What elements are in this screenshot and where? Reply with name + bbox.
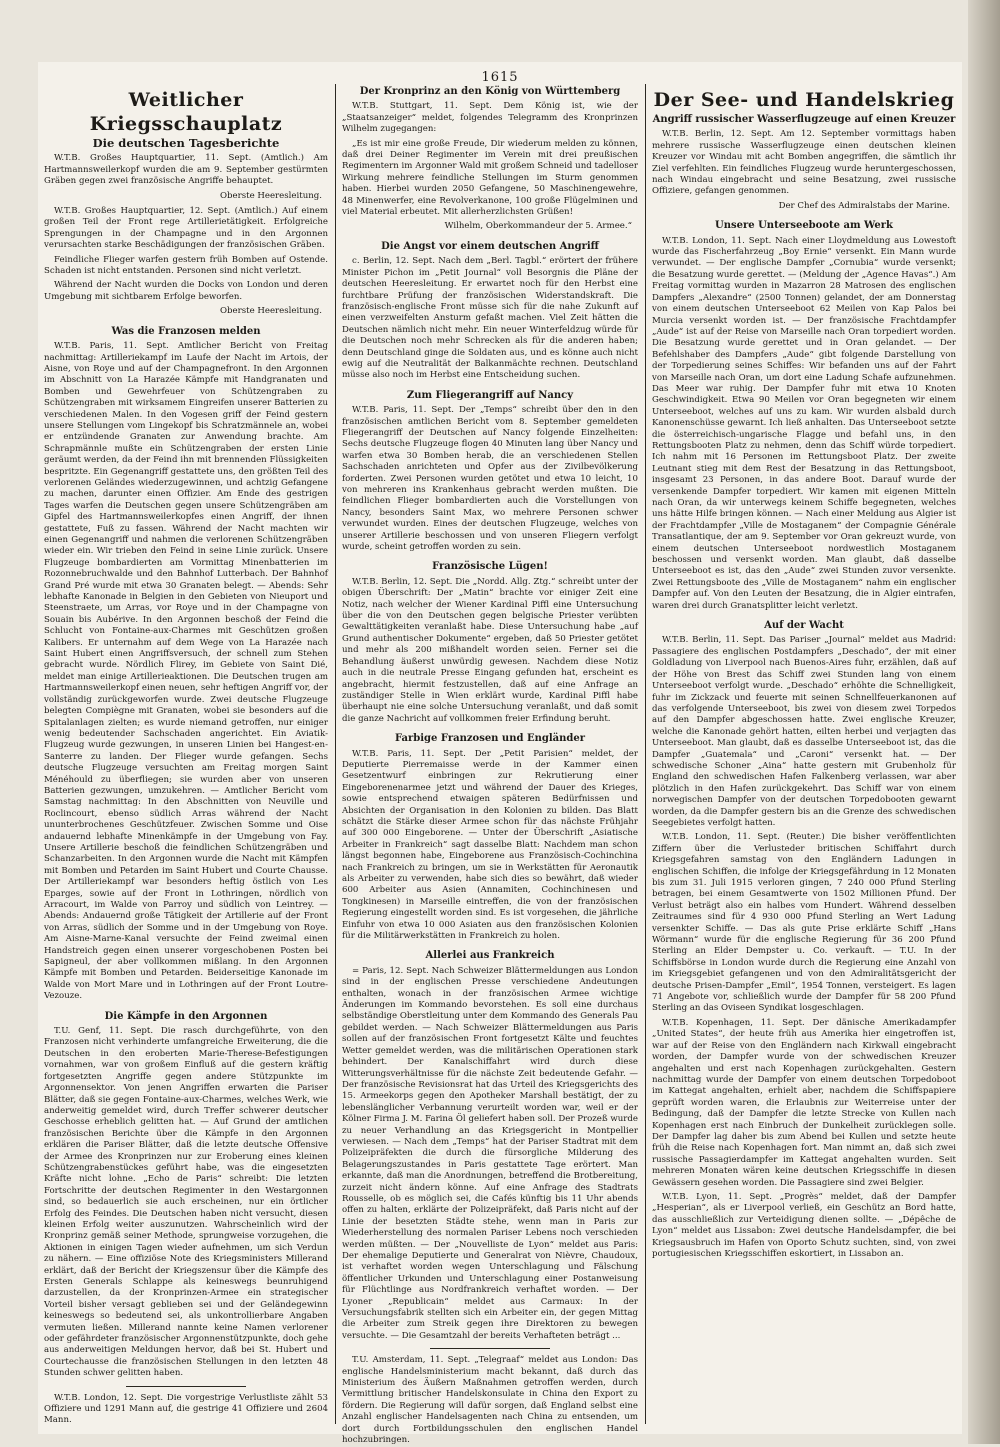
article-heading: Unsere Unterseeboote am Werk <box>714 220 893 232</box>
report-paragraph: W.T.B. Berlin, 12. Sept. Am 12. September vormittags haben mehrere russische Wasserflugzeuge einen deutschen kleinen Kreuzer vor Windau mit acht Bomben angegriffen, die sämtlich ihr Ziel verfehlten. Ein feindliches Flugzeug wurde heruntergeschossen, nach Windau eingebracht und seine Besatzung, zwei russische Offiziere, gefangen genommen. <box>652 129 956 197</box>
article-paragraph: c. Berlin, 12. Sept. Nach dem „Berl. Tagbl.“ erörtert der frühere Minister Pichon im „Petit Journal“ voll Besorgnis die Pläne der deutschen Heeresleitung. Er erwartet noch für den Herbst eine furchtbare Prüfung der französischen Widerstandskraft. Die französisch-englische Front müsse sich für die nahe Zukunft auf einen verzweifelten Ansturm gefaßt machen. Viel Zeit hätten die Deutschen nämlich nicht mehr. Ein neuer Winterfeldzug würde für die Deutschen noch mehr Schrecken als für die anderen haben; denn Deutschland ginge die Soldaten aus, und es könne auch nicht ewig auf die Neutralität der Balkanmächte rechnen. Deutschland müsse also noch im Herbst eine Entscheidung suchen. <box>342 256 638 381</box>
divider <box>430 1348 550 1349</box>
article-heading: Die Angst vor einem deutschen Angriff <box>381 240 599 252</box>
article-heading: Allerlei aus Frankreich <box>425 950 555 962</box>
column-left <box>44 84 328 1424</box>
article-heading: Auf der Wacht <box>764 620 844 632</box>
signature: Wilhelm, Oberkommandeur der 5. Armee.“ <box>444 221 632 232</box>
signature: Oberste Heeresleitung. <box>219 190 322 201</box>
article-paragraph: W.T.B. Kopenhagen, 11. Sept. Der dänische Amerikadampfer „United States“, der heute früh aus Amerika hier eingetroffen ist, war auf der Reise von den Engländern nach Kirkwall eingebracht worden, der Dampfer wurde von der schwedischen Kreuzer angehalten und erst nach Kopenhagen zurückgehalten. Gestern nachmittag wurde der Dampfer von einem deutschen Torpedoboot im Kattegat angehalten, erhielt aber, nachdem die Schiffspapiere geprüft worden waren, die Erlaubnis zur Weiterreise unter der Bedingung, daß der Dampfer die letzte Strecke von Kullen nach Kopenhagen erst nach Einbruch der Dunkelheit zurücklegen solle. Der Dampfer lag daher bis zum Abend bei Kullen und setzte heute früh die Reise nach Kopenhagen fort. Man nimmt an, daß sich zwei russische Passagierdampfer im Kattegat angehalten wurden. Seit mehreren Monaten wären keine deutschen Kriegsschiffe in diesen Gewässern gesehen worden. Die Passagiere sind zwei Belgier. <box>652 1017 956 1188</box>
article-paragraph: W.T.B. Paris, 11. Sept. Amtlicher Bericht von Freitag nachmittag: Artilleriekampf im Laufe der Nacht im Artois, der Aisne, von Roye und auf der Champagnefront. In den Argonnen im Abschnitt von La Harazée Kämpfe mit Handgranaten und Bomben und Gewehrfeuer von Schützengraben zu Schützengraben mit wirksamem Eingreifen unserer Batterien zu verschiedenen Malen. In den Vogesen griff der Feind gestern unsere Stellungen vom Lingekopf bis Schratzmännele an, wobei er entzündende Granaten zur Anwendung brachte. Am Schrapmännle mußte ein Schützengraben der ersten Linie geräumt werden, da der Feind ihn mit brennenden Flüssigkeiten bespritzte. Ein Gegenangriff gestattete uns, den größten Teil des verlorenen Geländes wiederzugewinnen, und achtzig Gefangene zu machen, darunter einen Offizier. Am Ende des gestrigen Tages warfen die Deutschen gegen unsere Schützengräben am Gipfel des Hartmannsweilerkopfes einen Angriff, der ihnen gestattete, Fuß zu fassen. Während der Nacht machten wir einen Gegenangriff und nahmen die verlorenen Schützengräben wieder ein. Wir trieben den Feind in seine Linie zurück. Unsere Flugzeuge bombardierten am Vormittag Minenbatterien im Rozonnebruchwalde und den Bahnhof Lutterbach. Der Bahnhof Grand Pré wurde mit etwa 30 Granaten belegt. — Abends: Sehr lebhafte Kanonade in Belgien in den Gebieten von Nieuport und Steenstraete, um Arras, vor Roye und in der Champagne von Souain bis Aubérive. In den Argonnen beschoß der Feind die Schlucht von Fontaine-aux-Charmes mit Geschützen großen Kalibers. Er unternahm auf dem Wege von La Harazée nach Saint Hubert einen Angriffsversuch, der schnell zum Stehen gebracht wurde. Nördlich Flirey, im Gebiete von Saint Dié, meldet man einige Artillerieaktionen. Die Deutschen trugen am Hartmannsweilerkopf einen neuen, sehr heftigen Angriff vor, der vollständig zurückgeworfen wurde. Zwei deutsche Flugzeuge belegten Compiègne mit Granaten, wobei sie besonders auf die Spitalanlagen zielten; es wurde niemand getroffen, nur einiger wenig bedeutender Sachschaden angerichtet. Ein Aviatik-Flugzeug wurde gezwungen, in unseren Linien bei Hangest-en-Santerre zu landen. Der Flieger wurde gefangen. Sechs deutsche Flugzeuge versuchten am Freitag morgen Saint Ménéhould zu überfliegen; sie wurden aber von unseren Batterien gezwungen, umzukehren. — Amtlicher Bericht vom Samstag nachmittag: In den Abschnitten von Neuville und Roclincourt, ebenso südlich Arras während der Nacht ununterbrochenes Geschützfeuer. Zwischen Somme und Oise andauernd lebhafte Minenkämpfe in der Umgebung von Fay. Unsere Artillerie beschoß die feindlichen Schützengräben und Schanzarbeiten. In den Argonnen wurde die Nacht mit Kämpfen mit Bomben und Petarden im Saint Hubert und Courte Chausse. Der Artilleriekampf war besonders heftig östlich von Les Eparges, sowie auf der Front in Lothringen, nördlich von Arracourt, im Walde von Parroy und südlich von Leintrey. — Abends: Andauernd große Tätigkeit der Artillerie auf der Front von Arras, südlich der Somme und in der Umgebung von Roye. Am Aisne-Marne-Kanal versuchte der Feind zweimal einen Handstreich gegen einen unserer vorgeschobenen Posten bei Sapigneul, der aber vollkommen mißlang. In den Argonnen Kämpfe mit Bomben und Petarden. Beiderseitige Kanonade im Walde von Mort Mare und in Lothringen auf der Front Loutre-Vezouze. <box>44 341 328 1002</box>
article-heading: Was die Franzosen melden <box>111 325 261 337</box>
subtitle-seaplane-attack: Angriff russischer Wasserflugzeuge auf einen Kreuzer <box>652 114 956 125</box>
report-paragraph: W.T.B. Großes Hauptquartier, 11. Sept. (Amtlich.) Am Hartmannsweilerkopf wurden die am 9. September gestürmten Gräben gegen zwei französische Angriffe behauptet. <box>44 153 328 187</box>
newspaper-page <box>38 62 962 1446</box>
article-paragraph: = Paris, 12. Sept. Nach Schweizer Blättermeldungen aus London sind in der englischen Presse verschiedene Andeutungen enthalten, wonach in der französischen Armee wichtige Änderungen im Kommando bevorstehen. Es soll eine durchaus selbständige Oberstleitung unter dem Kommando des Generals Pau gebildet werden. — Nach Schweizer Blättermeldungen aus Paris sollen auf der französischen Front fortgesetzt Kälte und feuchtes Wetter gemeldet werden, was die militärischen Operationen stark behindert. Der Kanalschiffahrt wird durch diese Witterungsverhältnisse für die nächste Zeit bedeutende Gefahr. — Der französische Revisionsrat hat das Urteil des Kriegsgerichts des 15. Armeekorps gegen den Apotheker Marshall bestätigt, der zu lebenslänglicher Verbannung verurteilt worden war, weil er der Kölner Firma J. M. Farina Öl geliefert haben soll. Der Prozeß wurde zu neuer Verhandlung an das Kriegsgericht in Montpellier verwiesen. — Nach dem „Temps“ hat der Pariser Stadtrat mit dem Polizeipräfekten die durch die fürsorgliche Milderung des Belagerungszustandes in Paris gestattete Tage erörtert. Man erkannte, daß man die Anordnungen, betreffend die Brotbereitung, zurzeit nicht ändern könne. Auf eine Anfrage des Stadtrats Rousselle, ob es möglich sei, die Cafés künftig bis 11 Uhr abends offen zu halten, erklärte der Polizeipräfekt, daß Paris nicht auf der Linie der besetzten Städte stehe, wenn man in Paris zur Wiederherstellung des normalen Pariser Lebens noch verschieden werden müßten. — Der „Nouvelliste de Lyon“ meldet aus Paris: Der ehemalige Deputierte und Generalrat von Nièvre, Chaudoux, ist verhaftet worden wegen Unterschlagung und Fälschung öffentlicher Urkunden und Unterschlagung einer Postanweisung für Flüchtlinge aus Nordfrankreich verhaftet worden. — Der Lyoner „Republicain“ meldet aus Carmaux: In der Versuchungsfabrik stellten sich ein Arbeiter ein, der gegen Mittag die Arbeiter zum Streik gegen ihre Direktoren zu bewegen versuchte. — Die Gesamtzahl der bereits Verhafteten beträgt ... <box>342 965 638 1341</box>
section-title-western-front: Weitlicher Kriegsschauplatz <box>89 89 283 135</box>
article-heading: Zum Fliegerangriff auf Nancy <box>406 389 574 401</box>
article-paragraph: W.T.B. Berlin, 11. Sept. Das Pariser „Journal“ meldet aus Madrid: Passagiere des englischen Postdampfers „Deschado“, der mit einer Goldladung von Liverpool nach Buenos-Aires fuhr, erzählen, daß auf der Höhe von Brest das Schiff zwei Stunden lang von einem Unterseeboot verfolgt wurde. „Deschado“ erhöhte die Schnelligkeit, fuhr im Zickzack und feuerte mit seinen Schnellfeuerkanonen auf das verfolgende Unterseeboot, bis zwei von diesem zwei Torpedos auf den Dampfer abgeschossen hatte. Zwei englische Kreuzer, welche die Kanonade gehört hatten, eilten herbei und verjagten das Unterseeboot. Man glaubt, daß es dasselbe Unterseeboot ist, das die Dampfer „Guatemala“ und „Caroni“ versenkt hat. — Der schwedische Schoner „Aina“ hatte gestern mit Grubenholz für England den schwedischen Hafen Falkenberg verlassen, war aber plötzlich in den Hafen zurückgekehrt. Das Schiff war von einem norwegischen Dampfer von der deutschen Torpedobooten gewarnt worden, da die Dampfer gestern bis an die Grenze des schwedischen Seegebietes verfolgt hatten. <box>652 635 956 828</box>
article-paragraph: W.T.B. Berlin, 12. Sept. Die „Nordd. Allg. Ztg.“ schreibt unter der obigen Überschrift: Der „Matin“ brachte vor einiger Zeit eine Notiz, nach welcher der Wiener Kardinal Piffl eine Untersuchung über die von den Deutschen gegen belgische Priester verübten Gewalttätigkeiten veranlaßt habe. Diese Untersuchung habe „auf Grund authentischer Dokumente“ ergeben, daß 50 Priester getötet und mehr als 200 mißhandelt worden seien. Ferner sei die Behandlung äußerst unwürdig gewesen. Nachdem diese Notiz auch in die neutrale Presse Eingang gefunden hat, erscheint es angebracht, hiermit festzustellen, daß auf eine Anfrage an zuständiger Stelle in Wien erklärt wurde, Kardinal Piffl habe überhaupt nie eine solche Untersuchung veranlaßt, und daß somit die ganze Nachricht auf vollkommen freier Erfindung beruht. <box>342 576 638 724</box>
article-heading: Der Kronprinz an den König von Württemberg <box>359 86 621 97</box>
column-middle <box>342 84 638 1446</box>
report-paragraph: W.T.B. Großes Hauptquartier, 12. Sept. (Amtlich.) Auf einem großen Teil der Front rege Artillerietätigkeit. Erfolgreiche Sprengungen in der Champagne und in den Argonnen verursachten starke Beschädigungen der französischen Gräben. <box>44 206 328 251</box>
divider <box>126 1386 246 1387</box>
article-paragraph: W.T.B. London, 11. Sept. (Reuter.) Die bisher veröffentlichten Ziffern über die Verlusteder britischen Schiffahrt durch Kriegsgefahren samstag von den Engländern Ladungen in englischen Schiffen, die infolge der Kriegsgefährdung in 12 Monaten bis zum 31. Juli 1915 verloren gingen, 7 240 000 Pfund Sterling betragen, bei einem Gesamtwerte von 1502 Millionen Pfund. Der Verlust beträgt also ein halbes vom Hundert. Während desselben Zeitraumes sind für 4 930 000 Pfund Sterling an Wert Ladung versenkter Schiffe. — Das als gute Prise erklärte Schiff „Hans Wörmann“ wurde für die englische Regierung für 36 200 Pfund Sterling an Elder Dempster u. Co. verkauft. — T.U. In der Schiffsbörse in London wurde durch die Regierung eine Anzahl von im Kriegsgebiet gefangenen und von den Admiralitätsgericht der deutsche Prisen-Dampfer „Emil“, 1954 Tonnen, versteigert. Es lagen 71 Angebote vor, schließlich wurde der Dampfer für 58 200 Pfund Sterling an das Oviseen Syndikat losgeschlagen. <box>652 832 956 1014</box>
subtitle-daily-reports: Die deutschen Tagesberichte <box>92 136 280 150</box>
article-paragraph: „Es ist mir eine große Freude, Dir wiederum melden zu können, daß drei Deiner Regimenter im Verein mit drei preußischen Regimentern im Argonner Wald mit großem Schneid und tadelloser Wirkung mehrere feindliche Stellungen im Sturm genommen haben. Hierbei wurden 2050 Gefangene, 50 Maschinengewehre, 48 Minenwerfer, eine Revolverkanone, 100 große Flügelminen und viel Material erbeutet. Mit allerherzlichsten Grüßen! <box>342 138 638 218</box>
column-right <box>652 84 956 1424</box>
signature: Der Chef des Admiralstabs der Marine. <box>778 200 950 211</box>
report-paragraph: Feindliche Flieger warfen gestern früh Bomben auf Ostende. Schaden ist nicht entstanden. Personen sind nicht verletzt. <box>44 254 328 277</box>
article-heading: Farbige Franzosen und Engländer <box>394 733 586 745</box>
article-paragraph: W.T.B. Paris, 11. Sept. Der „Temps“ schreibt über den in den französischen amtlichen Bericht vom 8. September gemeldeten Fliegerangriff der Deutschen auf Nancy folgende Einzelheiten: Sechs deutsche Flugzeuge flogen 40 Minuten lang über Nancy und warfen etwa 30 Bomben herab, die an verschiedenen Stellen Sachschaden anrichteten und Opfer aus der Zivilbevölkerung forderten. Zwei Personen wurden getötet und etwa 10 leicht, 10 von mehreren ins Krankenhaus gebracht werden mußten. Die feindlichen Flieger bombardierten auch die Vorstellungen von Nancy, besonders Saint Max, wo mehrere Personen schwer verwundet wurden. Eines der deutschen Flugzeuge, welches von unserer Artillerie beschossen und von unseren Fliegern verfolgt wurde, scheint getroffen worden zu sein. <box>342 405 638 553</box>
article-paragraph: W.T.B. London, 11. Sept. Nach einer Lloydmeldung aus Lowestoft wurde das Fischerfahrzeug „Boy Ernie“ versenkt. Ein Mann wurde verwundet. — Der englische Dampfer „Cornubia“ wurde versenkt; die Besatzung wurde gerettet. — (Meldung der „Agence Havas“.) Am Freitag vormittag wurden in Mazarron 28 Matrosen des englischen Dampfers „Alexandre“ (2500 Tonnen) gelandet, der am Donnerstag von einem deutschen Unterseeboot 62 Meilen von Kap Palos bei Murcia versenkt worden ist. — Der französische Frachtdampfer „Aude“ ist auf der Reise von Marseille nach Oran torpediert worden. Die Besatzung wurde gerettet und in Oran gelandet. — Der Befehlshaber des Dampfers „Aude“ gibt folgende Darstellung von der Torpedierung seines Schiffes: Wir befanden uns auf der Fahrt von Marseille nach Oran, um dort eine Ladung Schafe aufzunehmen. Das Meer war ruhig. Der Dampfer fuhr mit etwa 10 Knoten Geschwindigkeit. Etwa 90 Meilen vor Oran begegneten wir einem Unterseeboot, welches auf uns zu kam. Wir wurden alsbald durch Kanonenschüsse gewarnt. Ich ließ anhalten. Das Unterseeboot setzte die österreichisch-ungarische Flagge und befahl uns, in den Rettungsbooten Platz zu nehmen, denn das Schiff würde torpediert. Ich nahm mit 16 Personen im Rettungsboot Platz. Der zweite Leutnant stieg mit dem Rest der Besatzung in das Rettungsboot, insgesamt 23 Personen, in das andere Boot. Darauf wurde der versenkende Dampfer torpediert. Wir kamen mit eigenen Mitteln nach Oran, da wir unterwegs keinem Schiffe begegneten, welches uns hätte Hilfe bringen können. — Nach einer Meldung aus Algier ist der Frachtdampfer „Ville de Mostaganem“ der Compagnie Générale Transatlantique, der am 9. September vor Oran gekreuzt wurde, von einem deutschen Unterseeboot nordwestlich Mostaganem beschossen und versenkt worden. Man glaubt, daß dasselbe Unterseeboot es ist, das den „Aude“ zwei Stunden zuvor versenkte. Zwei Rettungsboote des „Ville de Mostaganem“ nahm ein englischer Dampfer auf. Von den Leuten der Besatzung, die in Algier eintrafen, waren drei durch Granatsplitter leicht verletzt. <box>652 235 956 611</box>
article-heading: Französische Lügen! <box>432 561 548 573</box>
report-paragraph: Während der Nacht wurden die Docks von London und deren Umgebung mit sichtbarem Erfolge beworfen. <box>44 280 328 302</box>
column-rule <box>645 84 646 1424</box>
page-number: 1615 <box>481 70 519 85</box>
article-paragraph: W.T.B. Lyon, 11. Sept. „Progrès“ meldet, daß der Dampfer „Hesperian“, als er Liverpool verließ, ein Geschütz an Bord hatte, das ausschließlich zur Verteidigung dienen sollte. — „Dépêche de Lyon“ meldet aus Lissabon: Zwei deutsche Handelsdampfer, die bei Kriegsausbruch im Hafen von Oporto Schutz suchten, sind, von zwei portugiesischen Kriegsschiffen eskortiert, in Lissabon an. <box>652 1191 956 1259</box>
section-title-naval-war: Der See- und Handelskrieg <box>653 89 955 111</box>
article-paragraph: T.U. Genf, 11. Sept. Die rasch durchgeführte, von den Franzosen nicht verhinderte umfangreiche Erweiterung, die die Deutschen in den eroberten Marie-Therese-Befestigungen vornahmen, war von großem Einfluß auf die gestern kräftig fortgesetzten Angriffe gegen andere Stützpunkte im Argonnensektor. Von jenen Angriffen erwarten die Pariser Blätter, daß sie gegen Fontaine-aux-Charmes, welches Werk, wie anderweitig gemeldet wird, durch Treffer schwerer deutscher Geschosse erheblich gelitten hat. — Auf Grund der amtlichen französischen Berichte über die Kämpfe in den Argonnen erklären die Pariser Blätter, daß die letzte deutsche Offensive der Armee des Kronprinzen nur zur Eroberung eines kleinen Schützengrabenstückes geführt habe, was die eingesetzten Kräfte nicht lohne. „Echo de Paris“ schreibt: Die letzten Fortschritte der deutschen Regimenter in den Westargonnen sind, so bedauerlich sie auch erscheinen, nur ein örtlicher Erfolg des Feindes. Die Deutschen haben nicht versucht, diesen kleinen Erfolg weiter auszunutzen. Wahrscheinlich wird der Kronprinz gemäß seiner Methode, sprungweise vorzugehen, die Aktionen in einigen Tagen wieder aufnehmen, um sich Verdun zu nähern. — Eine offiziöse Note des Kriegsministers Millerand erklärt, daß der Bericht der Kriegszensur über die Kämpfe des Ersten Generals Schlappe als keineswegs beunruhigend darzustellen, da der Kronprinzen-Armee ein strategischer Vorteil bisher versagt geblieben sei und der Geländegewinn keineswegs so bedeutend sei, als unkontrollierbare Angaben vermuten ließen. Millerand nannte keine Namen verlorener oder gefährdeter französischer Argonnenstützpunkte, doch gehe aus anderweitigen Meldungen hervor, daß bei St. Hubert und Courtechausse die französischen Stellungen in den letzten 48 Stunden schwer gelitten haben. <box>44 1026 328 1379</box>
article-paragraph: W.T.B. Stuttgart, 11. Sept. Dem König ist, wie der „Staatsanzeiger“ meldet, folgendes Telegramm des Kronprinzen Wilhelm zugegangen: <box>342 101 638 135</box>
article-paragraph: W.T.B. London, 12. Sept. Die vorgestrige Verlustliste zählt 53 Offiziere und 1291 Mann auf, die gestrige 41 Offiziere und 2604 Mann. <box>44 1392 328 1426</box>
column-rule <box>335 84 336 1424</box>
article-paragraph: T.U. Amsterdam, 11. Sept. „Telegraaf“ meldet aus London: Das englische Handelsministerium macht bekannt, daß durch das Ministerium des Äußern Maßnahmen getroffen werden, durch Vermittlung britischer Handelskonsulate in China den Export zu fördern. Die Regierung will dafür sorgen, daß England selbst eine Anzahl englischer Handelsagenten nach China zu entsenden, um dort durch Fortbildungsschulen den englischen Handel hochzubringen. <box>342 1355 638 1446</box>
article-paragraph: W.T.B. Paris, 11. Sept. Der „Petit Parisien“ meldet, der Deputierte Pierremaisse werde in der Kammer einen Gesetzentwurf einbringen zur Rekrutierung einer Eingeborenenarmee jetzt und während der Dauer des Krieges, sowie entsprechend etwaigen späteren Bedürfnissen und Absichten der Organisation in den Kolonien zu bilden. Das Blatt schätzt die Stärke dieser Armee schon für das nächste Frühjahr auf 300 000 Eingeborene. — Unter der Überschrift „Asiatische Arbeiter in Frankreich“ sagt dasselbe Blatt: Nachdem man schon längst begonnen habe, Eingeborene aus Französisch-Cochinchina nach Frankreich zu bringen, um sie in Werkstätten für Aeronautik als Arbeiter zu verwenden, habe sich dies so bewährt, daß wieder 600 Arbeiter aus Asien (Annamiten, Cochinchinesen und Tongkinesen) in Marseille eintreffen, die von der französischen Regierung eingestellt worden sind. Es ist vorgesehen, die jährliche Einfuhr von etwa 10 000 Asiaten aus den französischen Kolonien für die Militärwerkstätten in Frankreich zu holen. <box>342 748 638 942</box>
signature: Oberste Heeresleitung. <box>219 306 322 317</box>
article-heading: Die Kämpfe in den Argonnen <box>104 1010 268 1022</box>
scan-edge <box>968 0 1000 1444</box>
